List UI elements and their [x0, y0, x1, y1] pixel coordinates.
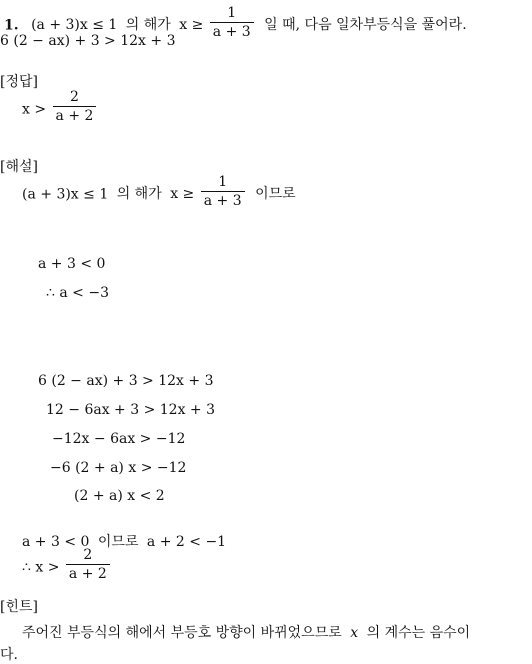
fraction-numerator: 1 [227, 5, 237, 21]
work-line-5: (2 + a) x < 2 [74, 488, 165, 504]
hint-line-1 [22, 626, 470, 640]
problem-number: 1. [4, 17, 19, 34]
hint-text-1: 주어진 부등식의 해에서 부등호 방향이 바뀌었으므로 [22, 625, 342, 641]
work-line-2: 12 − 6ax + 3 > 12x + 3 [46, 402, 216, 418]
work-line-1: 6 (2 − ax) + 3 > 12x + 3 [38, 373, 214, 389]
conclusion-text: 이므로 [97, 534, 139, 550]
problem-text-a: 의 해가 [125, 17, 171, 34]
problem-inequality: 6 (2 − ax) + 3 > 12x + 3 [0, 33, 176, 49]
fraction-denominator: a + 3 [201, 191, 245, 209]
problem-condition: (a + 3)x ≤ 1 [31, 17, 118, 34]
fraction-denominator: a + 2 [66, 564, 110, 582]
hint-var: x [350, 625, 359, 641]
explanation-condition: (a + 3)x ≤ 1 [22, 186, 109, 203]
explanation-therefore [22, 547, 112, 585]
answer-fraction [53, 90, 97, 125]
explanation-intro [22, 174, 296, 212]
explanation-conclusion [22, 535, 226, 549]
fraction-numerator: 2 [83, 547, 93, 563]
fraction-numerator: 1 [218, 174, 228, 190]
explanation-text-a: 의 해가 [116, 186, 162, 203]
work-line-4: −6 (2 + a) x > −12 [50, 460, 187, 476]
problem-text-b: 일 때, 다음 일차부등식을 풀어라. [264, 17, 467, 34]
explanation-heading: [해설] [0, 159, 38, 175]
explanation-step-2: ∴ a < −3 [46, 285, 109, 301]
conclusion-b: a + 2 < −1 [146, 534, 227, 550]
problem-fraction [210, 6, 254, 41]
therefore-fraction [66, 548, 110, 583]
hint-text-2: 의 계수는 음수이 [366, 625, 471, 641]
explanation-step-1: a + 3 < 0 [38, 256, 106, 272]
explanation-text-b: 이므로 [255, 186, 296, 203]
therefore-lhs: ∴ x > [22, 559, 60, 576]
answer-lhs: x > [22, 101, 47, 118]
explanation-fraction [201, 175, 245, 210]
problem-x-ge: x ≥ [179, 17, 204, 34]
hint-line-2: 다. [0, 647, 18, 663]
hint-heading: [힌트] [0, 599, 38, 615]
work-line-3: −12x − 6ax > −12 [52, 431, 186, 447]
fraction-denominator: a + 3 [210, 22, 254, 40]
fraction-denominator: a + 2 [53, 106, 97, 124]
answer-heading: [정답] [0, 74, 38, 90]
answer-expression [22, 89, 98, 127]
fraction-numerator: 2 [70, 89, 79, 105]
explanation-x-ge: x ≥ [170, 186, 195, 203]
conclusion-a: a + 3 < 0 [22, 534, 90, 550]
